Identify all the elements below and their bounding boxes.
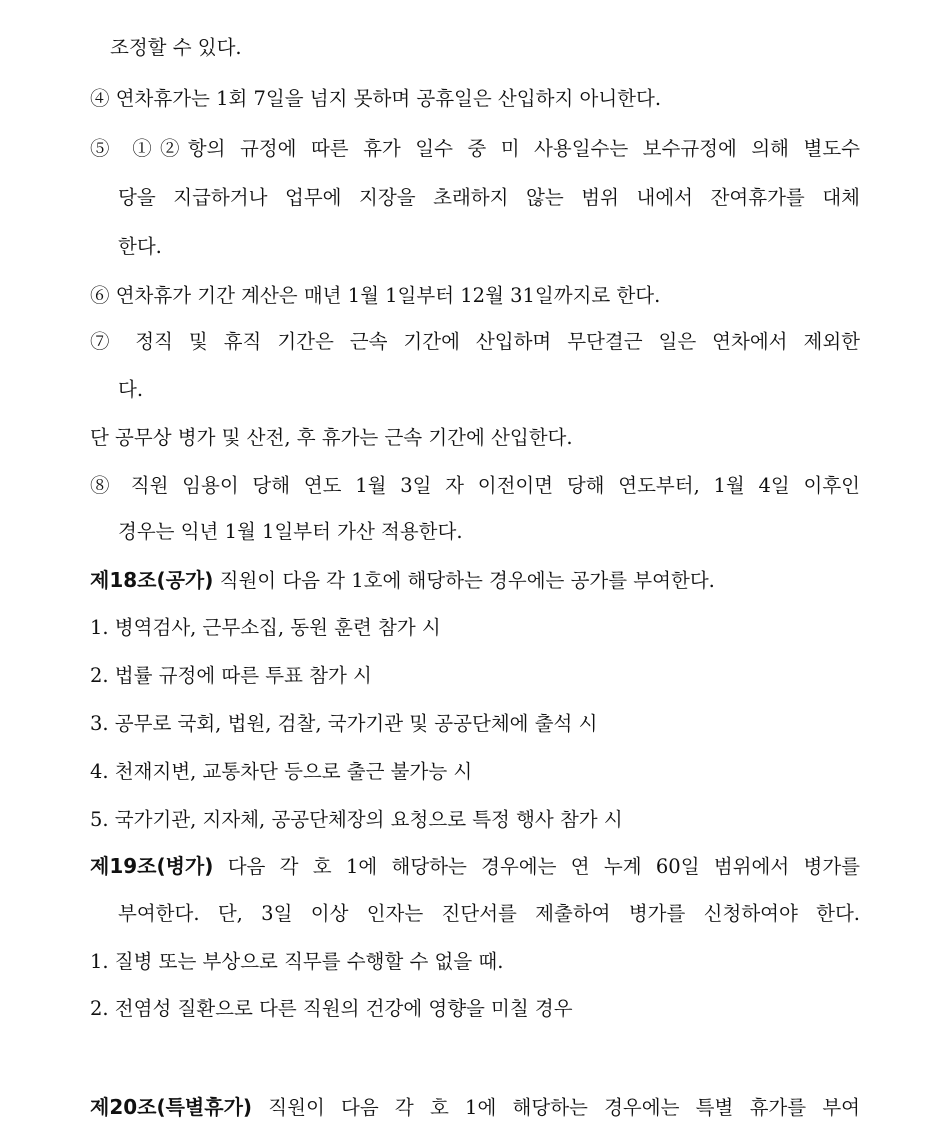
clause-7: ⑦ 정직 및 휴직 기간은 근속 기간에 산입하며 무단결근 일은 연차에서 제외한 [90,330,860,353]
list-item: 5. 국가기관, 지자체, 공공단체장의 요청으로 특정 행사 참가 시 [90,808,623,831]
article-20 [90,1093,860,1122]
article-20-heading: 제20조(특별휴가) [90,1095,253,1119]
article-19-heading: 제19조(병가) [90,854,214,878]
list-item: 1. 질병 또는 부상으로 직무를 수행할 수 없을 때. [90,950,504,973]
article-18-text: 직원이 다음 각 1호에 해당하는 경우에는 공가를 부여한다. [213,569,715,592]
article-18-heading: 제18조(공가) [90,568,214,592]
text-line: 조정할 수 있다. [110,36,242,59]
clause-5: ⑤ ①②항의 규정에 따른 휴가 일수 중 미 사용일수는 보수규정에 의해 별도수 [90,137,860,160]
article-18 [90,566,950,595]
clause-5-end: 한다. [118,235,162,258]
article-19-text: 다음 각 호 1에 해당하는 경우에는 연 누계 60일 범위에서 병가를 [213,855,860,878]
clause-5-cont: 당을 지급하거나 업무에 지장을 초래하지 않는 범위 내에서 잔여휴가를 대체 [118,186,860,209]
clause-7-end: 다. [118,378,144,401]
list-item: 1. 병역검사, 근무소집, 동원 훈련 참가 시 [90,616,441,639]
clause-6: ⑥ 연차휴가 기간 계산은 매년 1월 1일부터 12월 31일까지로 한다. [90,284,661,307]
article-19-cont: 부여한다. 단, 3일 이상 인자는 진단서를 제출하여 병가를 신청하여야 한다. [118,902,860,925]
proviso-line: 단 공무상 병가 및 산전, 후 휴가는 근속 기간에 산입한다. [90,426,573,449]
clause-4: ④ 연차휴가는 1회 7일을 넘지 못하며 공휴일은 산입하지 아니한다. [90,87,662,110]
clause-8-end: 경우는 익년 1월 1일부터 가산 적용한다. [118,520,463,543]
list-item: 2. 법률 규정에 따른 투표 참가 시 [90,664,372,687]
list-item: 2. 전염성 질환으로 다른 직원의 건강에 영향을 미칠 경우 [90,997,573,1020]
list-item: 4. 천재지변, 교통차단 등으로 출근 불가능 시 [90,760,473,783]
clause-8: ⑧ 직원 임용이 당해 연도 1월 3일 자 이전이면 당해 연도부터, 1월 4일 이후인 [90,474,860,497]
article-19 [90,852,860,881]
article-20-text: 직원이 다음 각 호 1에 해당하는 경우에는 특별 휴가를 부여 [252,1096,860,1119]
list-item: 3. 공무로 국회, 법원, 검찰, 국가기관 및 공공단체에 출석 시 [90,712,598,735]
